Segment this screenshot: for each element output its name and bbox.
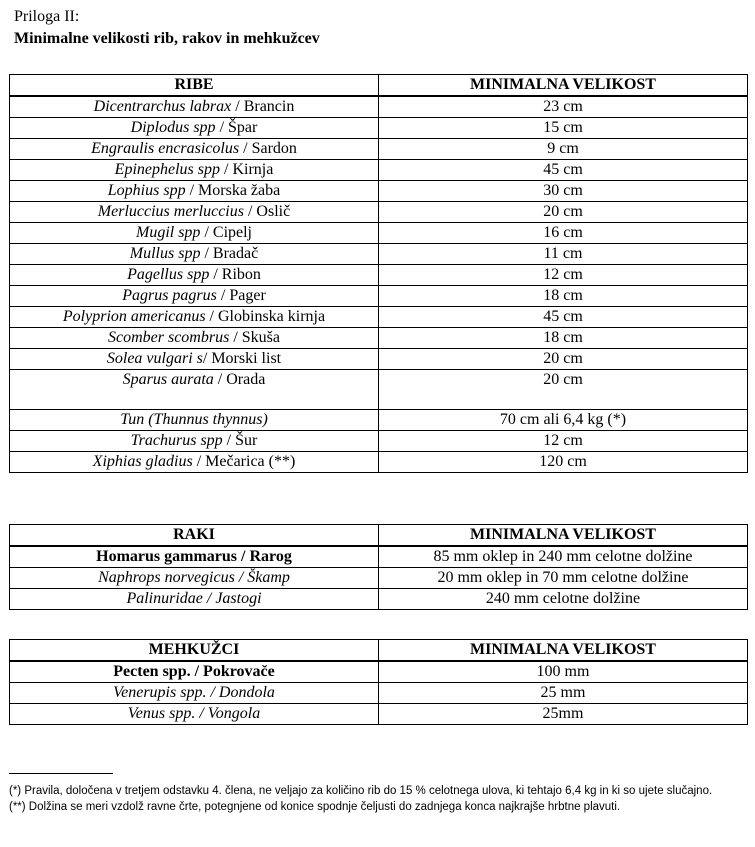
footnote: (*) Pravila, določena v tretjem odstavku 4. člena, ne veljajo za količino rib do 15 % celotnega ulova, ki tehtajo 6,4 kg in ki so ujete slučajno. — [9, 785, 713, 797]
species-cell — [10, 286, 379, 307]
column-header: MINIMALNA VELIKOST — [379, 640, 748, 662]
size-cell: 20 cm — [379, 202, 748, 223]
size-cell: 240 mm celotne dolžine — [379, 589, 748, 610]
table-row — [10, 286, 748, 307]
common-name: Cipelj — [212, 224, 252, 241]
species-cell — [10, 452, 379, 473]
size-cell: 20 cm — [379, 370, 748, 410]
name-separator: / — [196, 453, 206, 470]
table-row — [10, 704, 748, 725]
scientific-name: Xiphias gladius — [92, 453, 197, 470]
scientific-name: Mugil spp — [135, 224, 201, 241]
common-name: Morski list — [211, 350, 282, 367]
size-cell: 18 cm — [379, 286, 748, 307]
column-header: MINIMALNA VELIKOST — [379, 75, 748, 97]
name-separator: / — [222, 432, 236, 449]
species-cell: Homarus gammarus / Rarog — [10, 546, 379, 568]
size-cell: 12 cm — [379, 431, 748, 452]
species-cell: Naphrops norvegicus / Škamp — [10, 568, 379, 589]
column-header: RAKI — [10, 525, 379, 547]
table-row — [10, 546, 748, 568]
size-cell: 20 cm — [379, 349, 748, 370]
name-separator: / — [231, 98, 244, 115]
species-cell: Palinuridae / Jastogi — [10, 589, 379, 610]
size-cell: 100 mm — [379, 661, 748, 683]
size-cell: 70 cm ali 6,4 kg (*) — [379, 410, 748, 431]
common-name: Ribon — [221, 266, 261, 283]
size-cell: 11 cm — [379, 244, 748, 265]
species-cell — [10, 431, 379, 452]
annex-label: Priloga II: — [14, 8, 80, 25]
species-cell — [10, 244, 379, 265]
scientific-name: Solea vulgari s — [106, 350, 203, 367]
common-name: Oslič — [256, 203, 291, 220]
footnote-separator — [9, 773, 113, 774]
name-separator: / — [239, 140, 252, 157]
name-separator: / — [200, 224, 213, 241]
scientific-name: Diplodus spp — [130, 119, 216, 136]
molluscs-table — [9, 639, 748, 725]
footnote: (**) Dolžina se meri vzdolž ravne črte, potegnjene od konice spodnje čeljusti do zadnjega konca najkrajše hrbtne plavuti. — [9, 801, 621, 813]
name-separator: / — [213, 371, 227, 388]
species-cell — [10, 96, 379, 118]
common-name: Šur — [235, 432, 258, 449]
table-row — [10, 349, 748, 370]
table-row — [10, 568, 748, 589]
scientific-name: Mullus spp — [129, 245, 201, 262]
name-separator: / — [202, 350, 212, 367]
scientific-name: Dicentrarchus labrax — [93, 98, 232, 115]
species-cell — [10, 202, 379, 223]
species-cell — [10, 328, 379, 349]
size-cell: 16 cm — [379, 223, 748, 244]
scientific-name: Scomber scombrus — [107, 329, 230, 346]
table-row — [10, 96, 748, 118]
common-name: Špar — [228, 119, 258, 136]
name-separator: / — [216, 287, 230, 304]
table-row — [10, 589, 748, 610]
name-separator: / — [220, 161, 233, 178]
size-cell: 23 cm — [379, 96, 748, 118]
table-row — [10, 118, 748, 139]
species-cell — [10, 307, 379, 328]
scientific-name: Pagrus pagrus — [122, 287, 217, 304]
common-name: Kirnja — [232, 161, 274, 178]
table-row — [10, 181, 748, 202]
species-cell — [10, 370, 379, 410]
scientific-name: Polyprion americanus — [62, 308, 206, 325]
size-cell: 9 cm — [379, 139, 748, 160]
table-header-row — [10, 75, 748, 97]
species-cell — [10, 265, 379, 286]
species-cell: Pecten spp. / Pokrovače — [10, 661, 379, 683]
species-cell — [10, 223, 379, 244]
table-row — [10, 223, 748, 244]
name-separator: / — [229, 329, 242, 346]
common-name: Orada — [226, 371, 266, 388]
species-cell — [10, 349, 379, 370]
common-name: Brancin — [243, 98, 295, 115]
species-cell: Venus spp. / Vongola — [10, 704, 379, 725]
table-row — [10, 328, 748, 349]
scientific-name: Pagellus spp — [127, 266, 210, 283]
name-separator: / — [215, 119, 229, 136]
table-row — [10, 683, 748, 704]
size-cell: 120 cm — [379, 452, 748, 473]
crustaceans-table — [9, 524, 748, 610]
size-cell: 25 mm — [379, 683, 748, 704]
table-row — [10, 244, 748, 265]
name-separator: / — [185, 182, 199, 199]
common-name: Skuša — [241, 329, 280, 346]
table-row — [10, 160, 748, 181]
scientific-name: Tun (Thunnus thynnus) — [120, 411, 268, 428]
size-cell: 45 cm — [379, 160, 748, 181]
common-name: Mečarica (**) — [205, 453, 296, 470]
species-cell — [10, 160, 379, 181]
species-cell — [10, 410, 379, 431]
table-row — [10, 452, 748, 473]
size-cell: 20 mm oklep in 70 mm celotne dolžine — [379, 568, 748, 589]
table-header-row — [10, 525, 748, 547]
size-cell: 45 cm — [379, 307, 748, 328]
page-title: Minimalne velikosti rib, rakov in mehkužcev — [14, 30, 320, 47]
size-cell: 18 cm — [379, 328, 748, 349]
table-row — [10, 431, 748, 452]
fish-table — [9, 74, 748, 473]
table-row — [10, 139, 748, 160]
table-row — [10, 202, 748, 223]
column-header: MEHKUŽCI — [10, 640, 379, 662]
table-header-row — [10, 640, 748, 662]
common-name: Morska žaba — [198, 182, 281, 199]
scientific-name: Lophius spp — [107, 182, 186, 199]
column-header: MINIMALNA VELIKOST — [379, 525, 748, 547]
table-row — [10, 661, 748, 683]
table-row — [10, 307, 748, 328]
species-cell — [10, 139, 379, 160]
table-row — [10, 410, 748, 431]
scientific-name: Engraulis encrasicolus — [91, 140, 240, 157]
common-name: Pager — [229, 287, 266, 304]
scientific-name: Merluccius merluccius — [97, 203, 244, 220]
table-row — [10, 370, 748, 410]
scientific-name: Trachurus spp — [130, 432, 223, 449]
name-separator: / — [200, 245, 213, 262]
name-separator: / — [205, 308, 218, 325]
size-cell: 85 mm oklep in 240 mm celotne dolžine — [379, 546, 748, 568]
name-separator: / — [243, 203, 257, 220]
column-header: RIBE — [10, 75, 379, 97]
scientific-name: Sparus aurata — [122, 371, 214, 388]
species-cell: Venerupis spp. / Dondola — [10, 683, 379, 704]
common-name: Bradač — [212, 245, 259, 262]
common-name: Globinska kirnja — [218, 308, 326, 325]
size-cell: 30 cm — [379, 181, 748, 202]
scientific-name: Epinephelus spp — [114, 161, 220, 178]
species-cell — [10, 181, 379, 202]
size-cell: 25mm — [379, 704, 748, 725]
species-cell — [10, 118, 379, 139]
size-cell: 12 cm — [379, 265, 748, 286]
common-name: Sardon — [251, 140, 297, 157]
name-separator: / — [209, 266, 222, 283]
footnotes — [9, 784, 747, 816]
size-cell: 15 cm — [379, 118, 748, 139]
table-row — [10, 265, 748, 286]
